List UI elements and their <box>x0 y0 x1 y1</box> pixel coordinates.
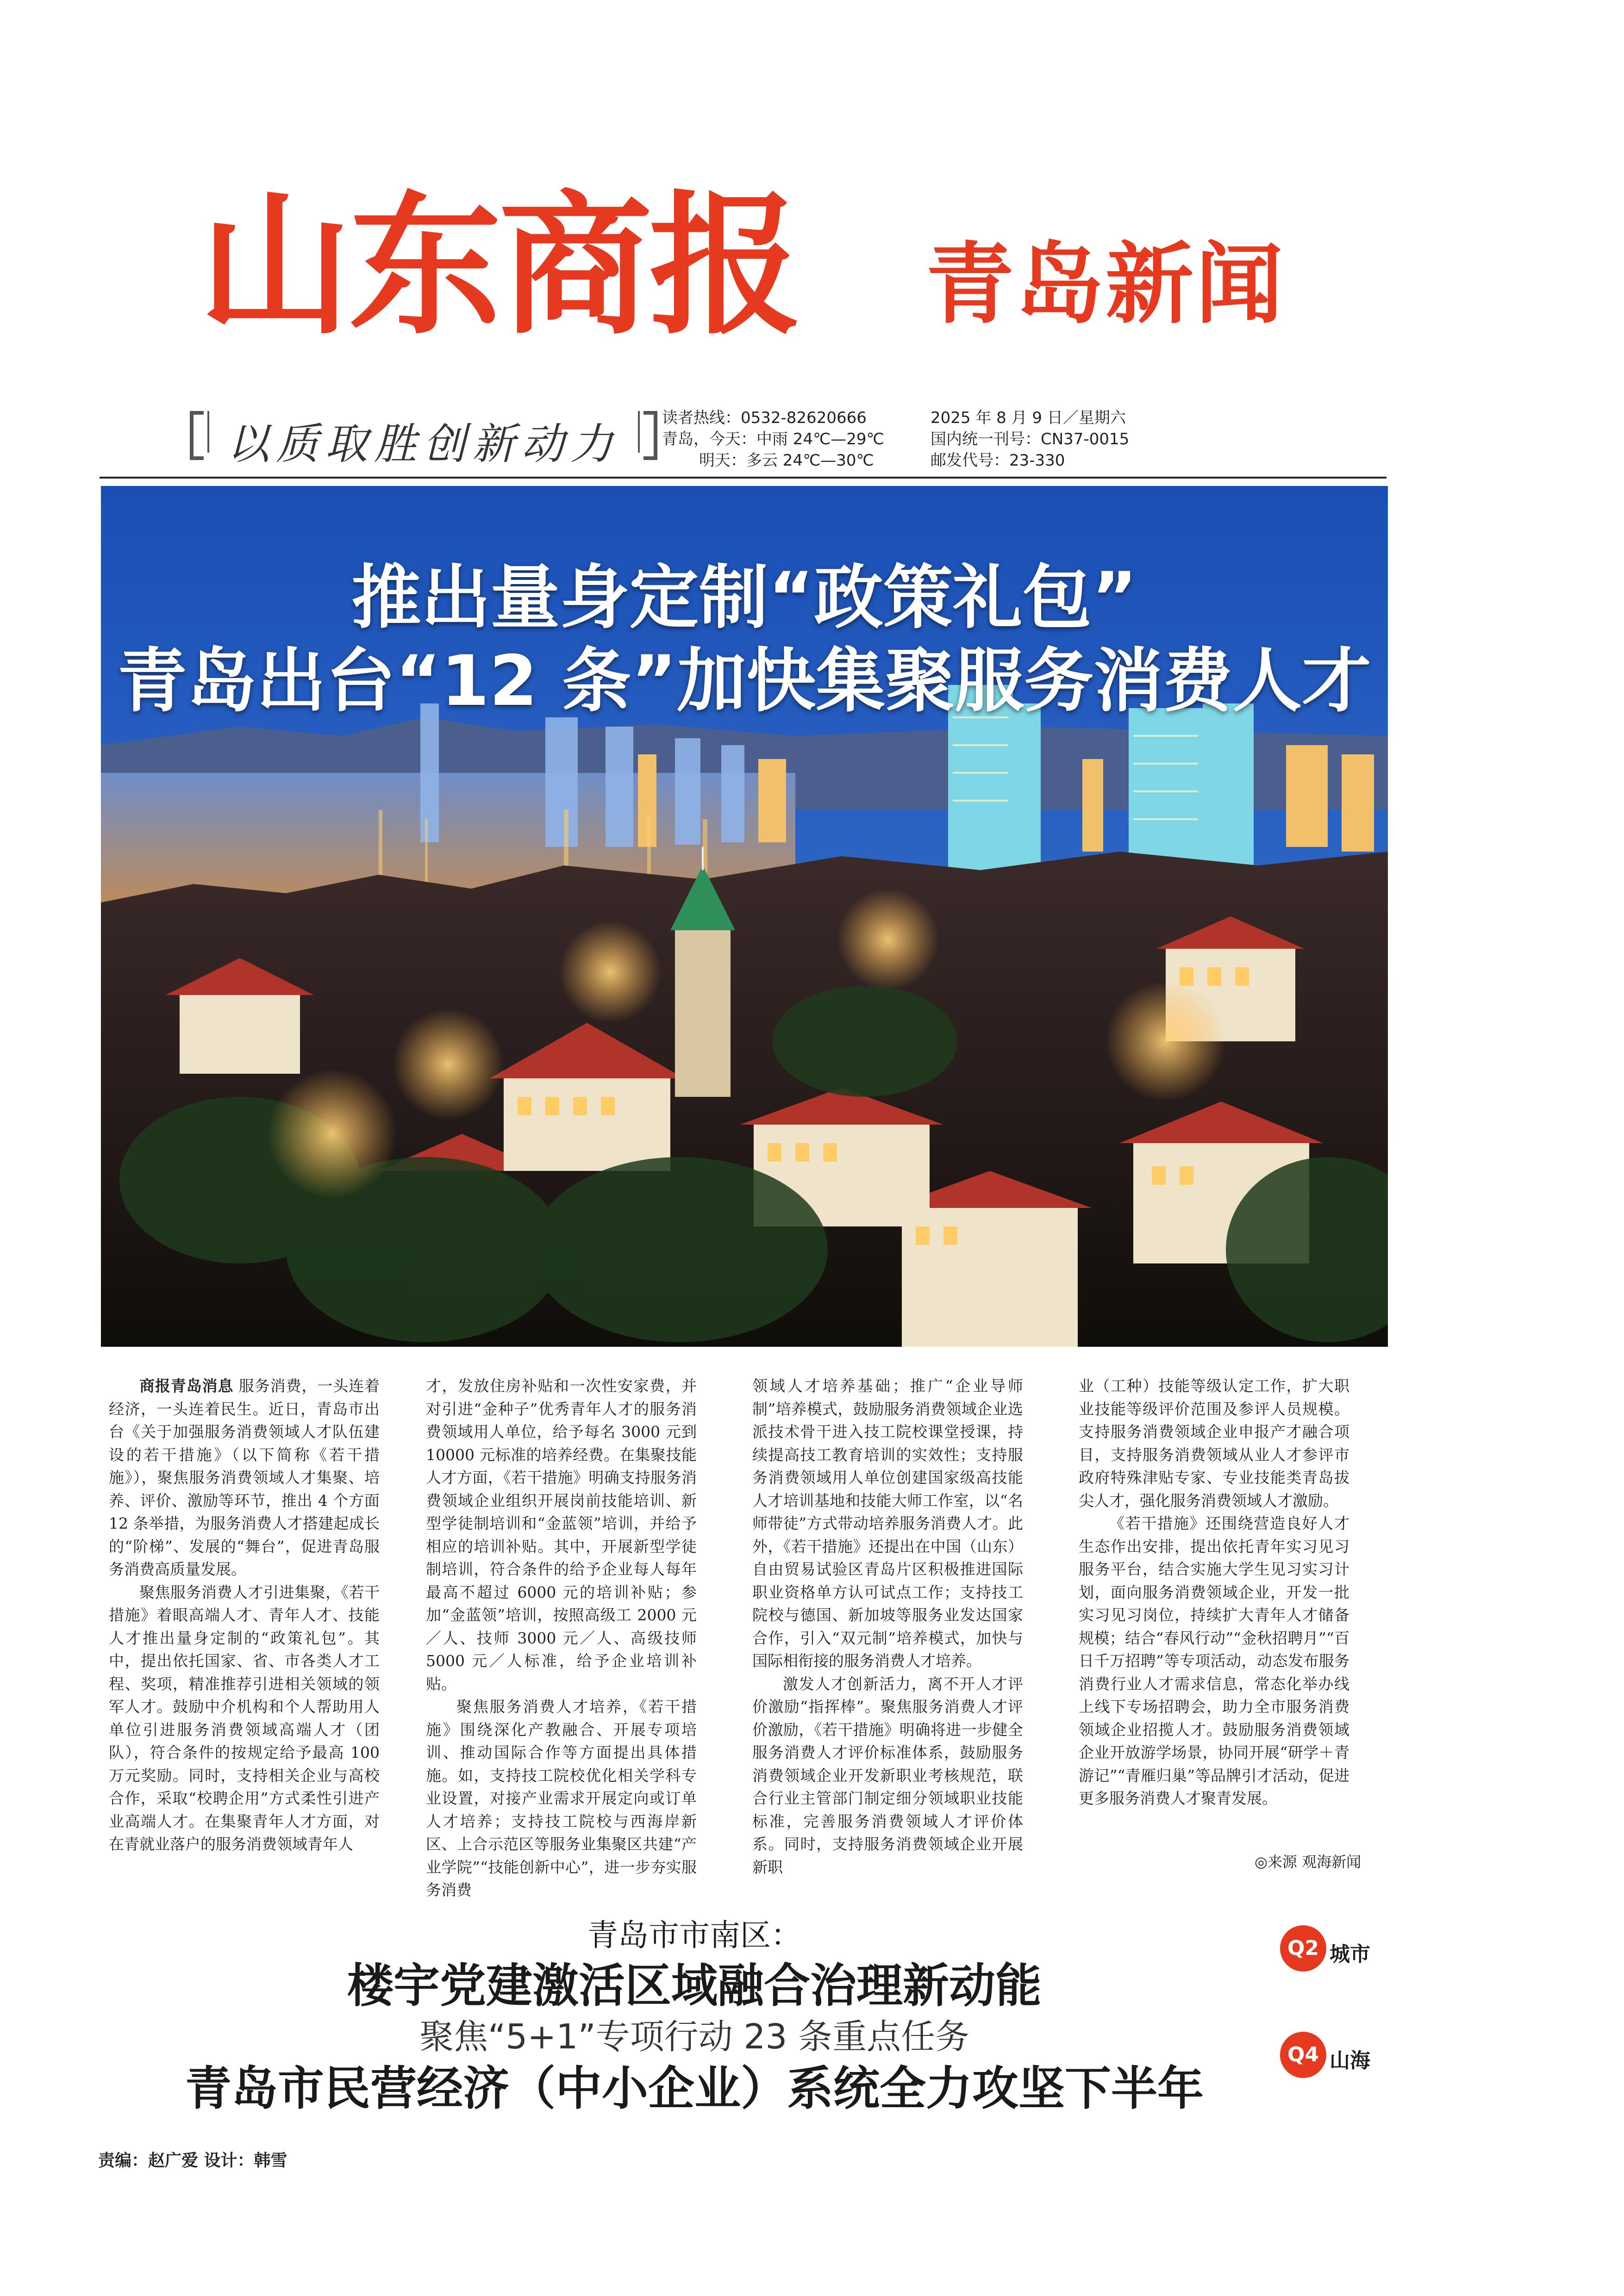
page-section-label: 山海 <box>1330 2049 1370 2072</box>
masthead-section-title: 青岛新闻 <box>926 233 1286 336</box>
weather-tomorrow: 明天：多云 24℃—30℃ <box>699 451 874 470</box>
slogan-text: 以质取胜创新动力 <box>227 419 620 469</box>
article-paragraph: 业（工种）技能等级认定工作，扩大职业技能等级评价范围及参评人员规模。支持服务消费领域企业申报产才融合项目，支持服务消费领域从业人才参评市政府特殊津贴专家、专业技能类青岛拔尖人才，强化服务消费领域人才激励。 <box>1079 1377 1349 1510</box>
hero-headline-line1: 推出量身定制“政策礼包” <box>351 558 1137 638</box>
teaser-1-subtitle: 青岛市市南区： <box>587 1917 801 1953</box>
page-badge-q4: Q4 <box>1280 2032 1326 2078</box>
info-block-left <box>662 407 884 471</box>
slogan-banner <box>190 407 657 469</box>
article-paragraph: 领域人才培养基础；推广“企业导师制”培养模式，鼓励服务消费领域企业选派技术骨干进入技工院校课堂授课，持续提高技工教育培训的实效性；支持服务消费领域用人单位创建国家级高技能人才培训基地和技能大师工作室，以“名师带徒”方式带动培养服务消费人才。此外，《若干措施》还提出在中国（山东）自由贸易试验区青岛片区积极推进国际职业资格单方认可试点工作；支持技工院校与德国、新加坡等服务业发达国家合作，引入“双元制”培养模式，加快与国际相衔接的服务消费人才培养。 <box>752 1377 1023 1670</box>
teaser-1-headline[interactable]: 楼宇党建激活区域融合治理新动能 <box>347 1959 1042 2013</box>
issue-date: 2025 年 8 月 9 日／星期六 <box>931 409 1126 427</box>
editor-credits: 责编：赵广爱 设计：韩雪 <box>98 2151 287 2170</box>
lead-label: 商报青岛消息 <box>139 1377 234 1395</box>
masthead-title: 山东商报 <box>199 177 799 355</box>
bracket-left-icon <box>190 411 204 460</box>
article-paragraph: 聚焦服务消费人才引进集聚，《若干措施》着眼高端人才、青年人才、技能人才推出量身定制的“政策礼包”。其中，提出依托国家、省、市各类人才工程、奖项，精准推荐引进相关领域的领军人才。鼓励中介机构和个人帮助用人单位引进服务消费领域高端人才（团队），符合条件的按规定给予最高 100 万元奖励。同时，支持相关企业与高校合作，采取“校聘企用”方式柔性引进产业高端人才。在集聚青年人才方面，对在青就业落户的服务消费领域青年人 <box>109 1583 380 1853</box>
weather-today: 青岛，今天：中雨 24℃—29℃ <box>662 430 884 448</box>
cn-number: 国内统一刊号：CN37-0015 <box>931 430 1130 448</box>
teaser-2-headline[interactable]: 青岛市民营经济（中小企业）系统全力攻坚下半年 <box>185 2061 1204 2116</box>
hotline: 读者热线：0532-82620666 <box>662 409 867 427</box>
article-paragraph <box>109 1375 380 1581</box>
bracket-right-icon <box>643 411 657 460</box>
article-paragraph: 聚焦服务消费人才培养，《若干措施》围绕深化产教融合、开展专项培训、推动国际合作等方面提出具体措施。如，支持技工院校优化相关学科专业设置，对接产业需求开展定向或订单人才培养；支持技工院校与西海岸新区、上合示范区等服务业集聚区共建“产业学院”“技能创新中心”，进一步夯实服务消费 <box>426 1698 697 1899</box>
article-source: ◎来源 观海新闻 <box>1255 1853 1362 1871</box>
hero-headline-line2: 青岛出台“12 条”加快集聚服务消费人才 <box>117 641 1372 722</box>
info-block-right <box>931 407 1129 471</box>
masthead-divider <box>100 477 1387 479</box>
article-column-4 <box>1079 1375 1349 1810</box>
hero-photo <box>101 486 1388 1347</box>
article-column-1 <box>109 1375 380 1856</box>
page-section-label: 城市 <box>1330 1942 1370 1966</box>
article-paragraph: 《若干措施》还围绕营造良好人才生态作出安排，提出依托青年实习见习服务平台，结合实施大学生见习实习计划，面向服务消费领域企业，开发一批实习见习岗位，持续扩大青年人才储备规模；结合“春风行动”“金秋招聘月”“百日千万招聘”等专项活动，动态发布服务消费行业人才需求信息，常态化举办线上线下专场招聘会，助力全市服务消费领域企业招揽人才。鼓励服务消费领域企业开放游学场景，协同开展“研学＋青游记”“青雁归巢”等品牌引才活动，促进更多服务消费人才聚青发展。 <box>1079 1514 1349 1807</box>
paragraph-text: 服务消费，一头连着经济，一头连着民生。近日，青岛市出台《关于加强服务消费领域人才队伍建设的若干措施》（以下简称《若干措施》），聚焦服务消费领域人才集聚、培养、评价、激励等环节，推出 4 个方面 12 条举措，为服务消费人才搭建起成长的“阶梯”、发展的“舞台”，促进青岛服务消费高质量发展。 <box>109 1377 380 1578</box>
article-paragraph: 才，发放住房补贴和一次性安家费，并对引进“金种子”优秀青年人才的服务消费领域用人单位，给予每名 3000 元到 10000 元标准的培养经费。在集聚技能人才方面，《若干措施》明确支持服务消费领域企业组织开展岗前技能培训、新型学徒制培训和“金蓝领”培训，并给予相应的培训补贴。其中，开展新型学徒制培训，符合条件的给予企业每人每年最高不超过 6000 元的培训补贴；参加“金蓝领”培训，按照高级工 2000 元／人、技师 3000 元／人、高级技师 5000 元／人标准，给予企业培训补贴。 <box>426 1377 697 1693</box>
article-column-2 <box>426 1375 697 1902</box>
postal-code: 邮发代号：23-330 <box>931 451 1065 470</box>
article-paragraph: 激发人才创新活力，离不开人才评价激励“指挥棒”。聚焦服务消费人才评价激励，《若干措施》明确将进一步健全服务消费人才评价标准体系，鼓励服务消费领域企业开发新职业考核规范，联合行业主管部门制定细分领域职业技能标准，完善服务消费领域人才评价体系。同时，支持服务消费领域企业开展新职 <box>752 1674 1023 1876</box>
page-badge-q2: Q2 <box>1280 1925 1326 1972</box>
teaser-2-subtitle: 聚焦“5+1”专项行动 23 条重点任务 <box>419 2017 970 2057</box>
article-column-3 <box>752 1375 1023 1879</box>
